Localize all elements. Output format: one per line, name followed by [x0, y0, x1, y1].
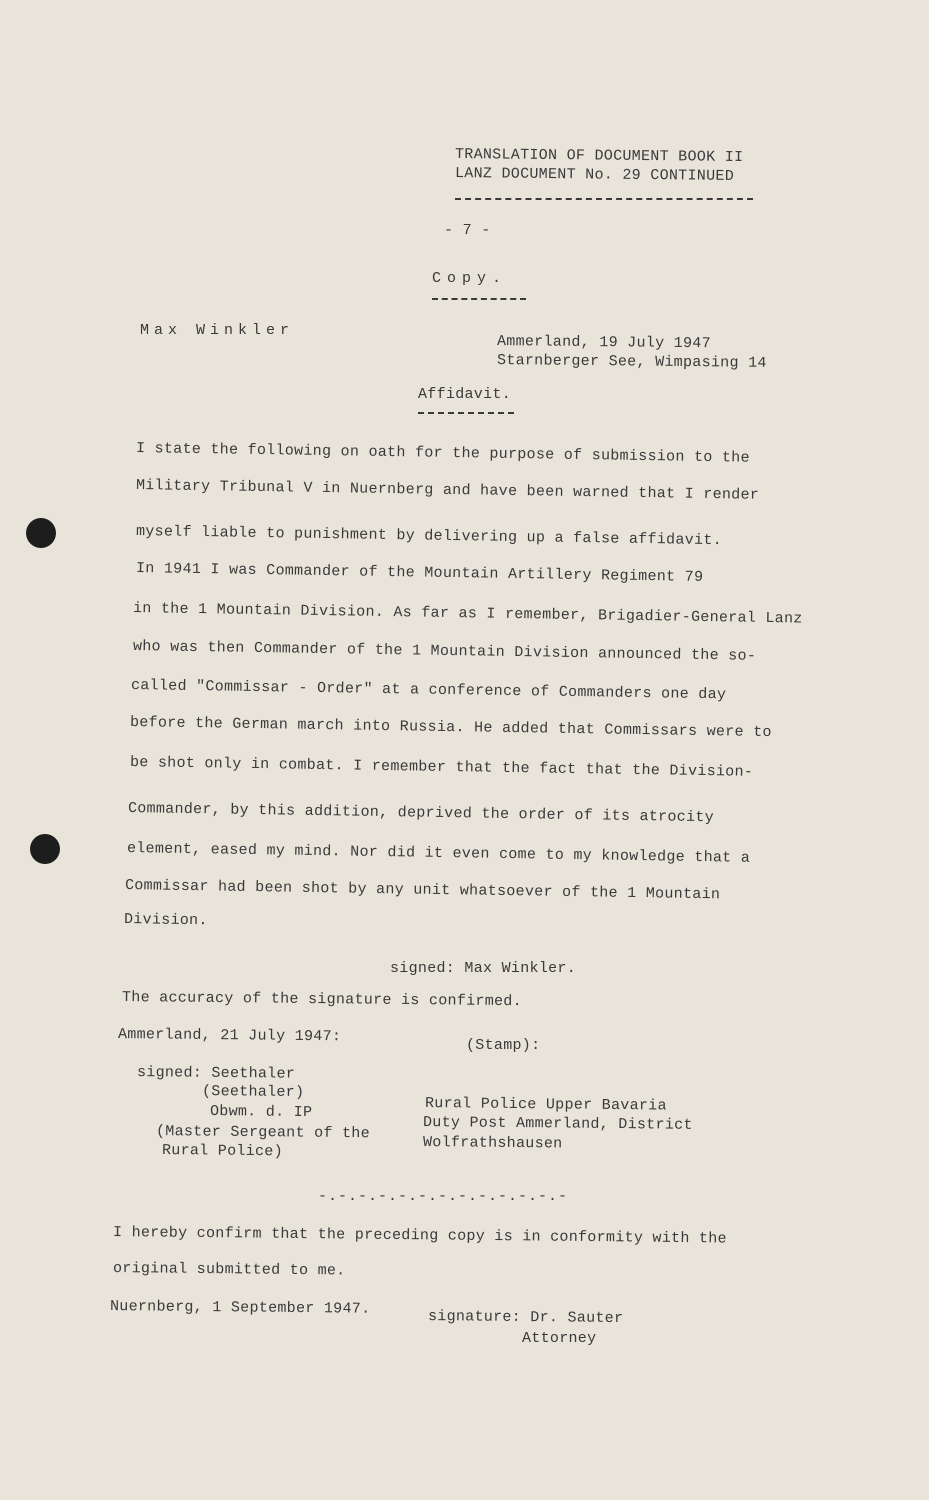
signer-line-5: Rural Police) [161, 1142, 284, 1161]
punch-hole-top [26, 518, 56, 548]
police-line-3: Wolfrathshausen [422, 1134, 563, 1153]
confirmation-place-date: Ammerland, 21 July 1947: [117, 1026, 342, 1046]
certification-signature: signature: Dr. Sauter [427, 1308, 624, 1328]
body-line-10: Commander, by this addition, deprived the order of its atrocity [127, 800, 715, 827]
signer-line-4: (Master Sergeant of the [155, 1123, 371, 1143]
title-underline [418, 412, 514, 414]
body-line-1: I state the following on oath for the purpose of submission to the [135, 440, 750, 467]
header-line-2: LANZ DOCUMENT No. 29 CONTINUED [454, 165, 735, 185]
author-name: Max Winkler [140, 322, 295, 339]
body-line-9: be shot only in combat. I remember that the fact that the Division- [129, 754, 754, 781]
document-title: Affidavit. [418, 386, 512, 403]
copy-underline [432, 298, 526, 300]
body-line-7: called "Commissar - Order" at a conference of Commanders one day [130, 677, 727, 704]
body-line-3: myself liable to punishment by delivering up a false affidavit. [135, 523, 723, 550]
punch-hole-bottom [30, 834, 60, 864]
body-line-4: In 1941 I was Commander of the Mountain Artillery Regiment 79 [135, 560, 704, 586]
body-line-6: who was then Commander of the 1 Mountain Division announced the so- [132, 638, 757, 665]
signature-line: signed: Max Winkler. [390, 960, 577, 977]
signer-line-3: Obwm. d. IP [209, 1103, 313, 1122]
certification-line-1: I hereby confirm that the preceding copy is in conformity with the [112, 1224, 727, 1248]
body-line-12: Commissar had been shot by any unit whatsoever of the 1 Mountain [124, 877, 721, 904]
header-line-1: TRANSLATION OF DOCUMENT BOOK II [454, 146, 744, 167]
signer-line-2: (Seethaler) [201, 1083, 305, 1102]
stamp-label: (Stamp): [466, 1037, 541, 1054]
body-line-11: element, eased my mind. Nor did it even come to my knowledge that a [126, 840, 751, 867]
signer-line-1: signed: Seethaler [136, 1064, 296, 1083]
confirmation-line: The accuracy of the signature is confirmed. [121, 989, 523, 1011]
body-line-13: Division. [123, 911, 208, 930]
copy-label: Copy. [432, 270, 508, 287]
page-number: - 7 - [444, 222, 491, 239]
place-date: Ammerland, 19 July 1947 [496, 333, 712, 353]
certification-title: Attorney [522, 1330, 597, 1347]
certification-place-date: Nuernberg, 1 September 1947. [109, 1298, 371, 1318]
address: Starnberger See, Wimpasing 14 [496, 352, 767, 372]
body-line-8: before the German march into Russia. He added that Commissars were to [129, 714, 772, 742]
header-rule [455, 198, 753, 200]
certification-line-2: original submitted to me. [112, 1260, 346, 1280]
body-line-5: in the 1 Mountain Division. As far as I remember, Brigadier-General Lanz [132, 600, 803, 628]
police-line-2: Duty Post Ammerland, District [422, 1114, 693, 1134]
body-line-2: Military Tribunal V in Nuernberg and have been warned that I render [135, 477, 760, 504]
separator-line: -.-.-.-.-.-.-.-.-.-.-.-.- [318, 1188, 569, 1205]
police-line-1: Rural Police Upper Bavaria [424, 1095, 667, 1115]
